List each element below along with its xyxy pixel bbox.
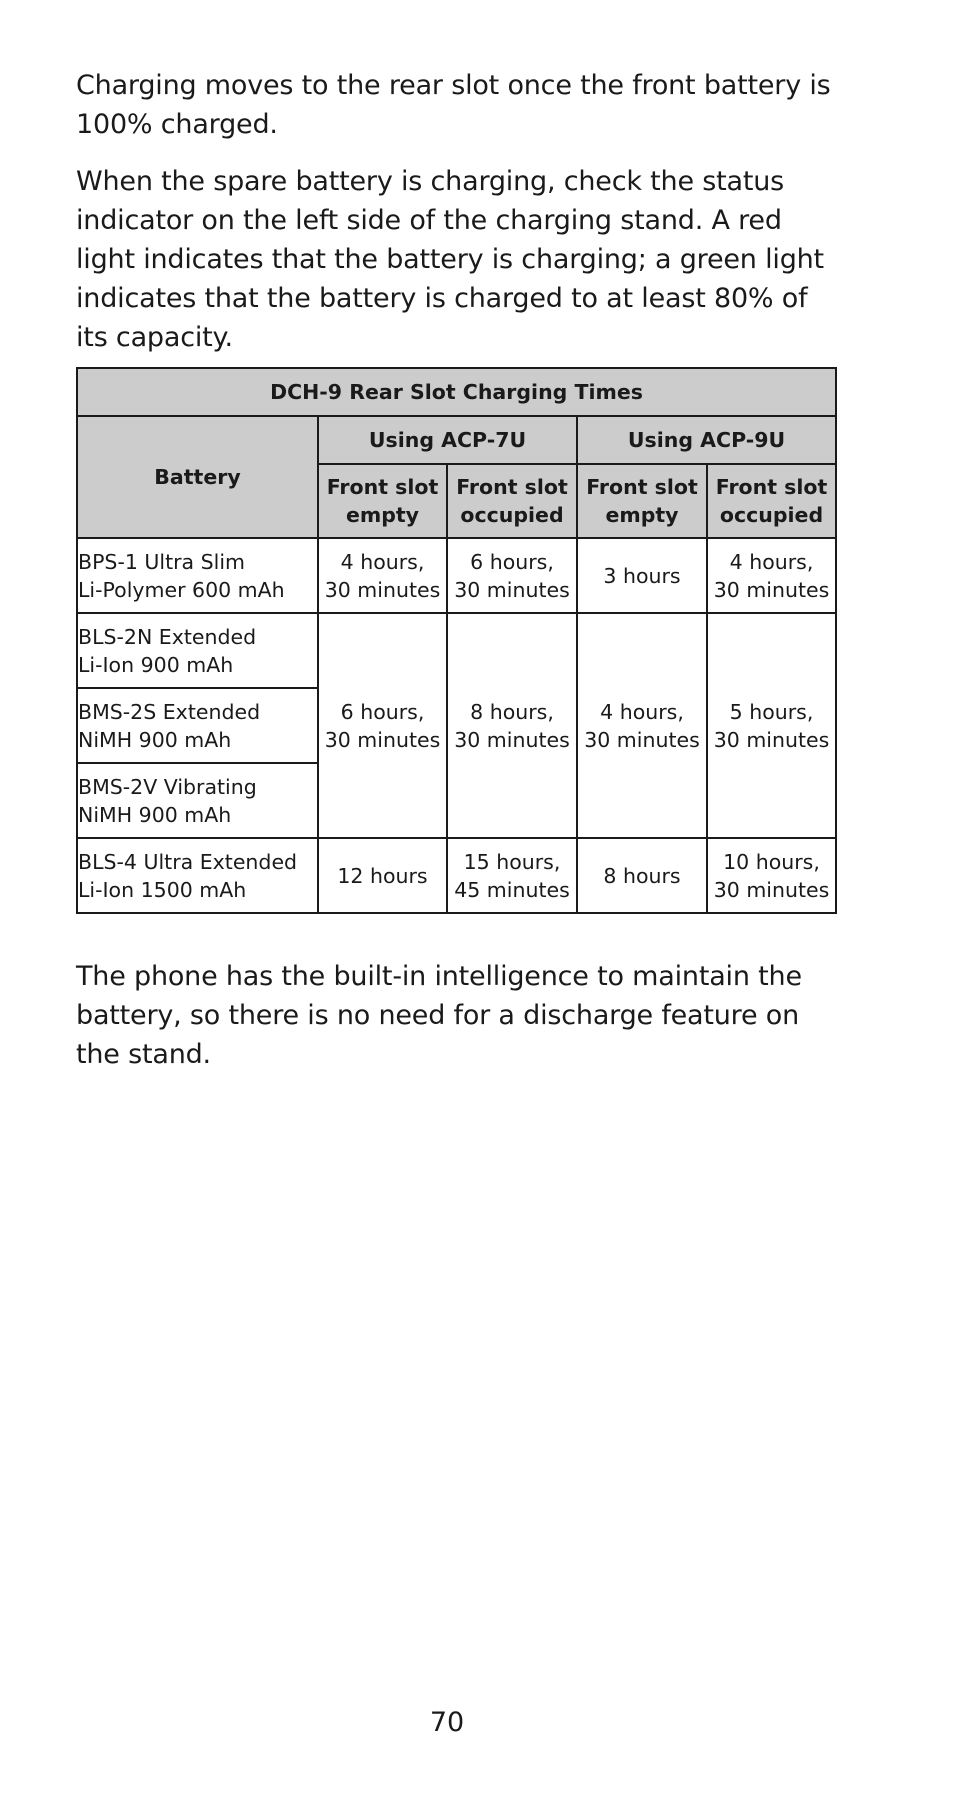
time-cell: 15 hours, 45 minutes bbox=[447, 838, 577, 913]
paragraph-charging-rear-slot: Charging moves to the rear slot once the front battery is 100% charged. bbox=[76, 70, 831, 140]
time-cell: 6 hours, 30 minutes bbox=[318, 613, 447, 838]
time-cell: 4 hours, 30 minutes bbox=[707, 538, 836, 613]
time-cell: 5 hours, 30 minutes bbox=[707, 613, 836, 838]
subheader-acp9u-occupied: Front slot occupied bbox=[707, 464, 836, 538]
time-cell: 10 hours, 30 minutes bbox=[707, 838, 836, 913]
time-cell: 4 hours, 30 minutes bbox=[577, 613, 707, 838]
group-header-acp-7u: Using ACP-7U bbox=[318, 416, 577, 464]
paragraph-built-in-intelligence: The phone has the built-in intelligence to maintain the battery, so there is no need for a discharge feature on the stand. bbox=[76, 961, 802, 1070]
battery-name-cell: BLS-2N Extended Li-Ion 900 mAh bbox=[77, 613, 318, 688]
time-cell: 3 hours bbox=[577, 538, 707, 613]
time-cell: 6 hours, 30 minutes bbox=[447, 538, 577, 613]
page-number: 70 bbox=[429, 1707, 465, 1738]
subheader-acp9u-empty: Front slot empty bbox=[577, 464, 707, 538]
table-row bbox=[77, 613, 836, 688]
paragraph-status-indicator: When the spare battery is charging, check the status indicator on the left side of the charging stand. A red light indicates that the battery is charging; a green light indicates that the battery is charged to at least 80% of its capacity. bbox=[76, 166, 824, 353]
battery-name-cell: BMS-2S Extended NiMH 900 mAh bbox=[77, 688, 318, 763]
time-cell: 4 hours, 30 minutes bbox=[318, 538, 447, 613]
subheader-acp7u-occupied: Front slot occupied bbox=[447, 464, 577, 538]
table-title: DCH-9 Rear Slot Charging Times bbox=[77, 368, 836, 416]
charging-times-table bbox=[76, 367, 837, 914]
subheader-acp7u-empty: Front slot empty bbox=[318, 464, 447, 538]
table-row bbox=[77, 838, 836, 913]
group-header-acp-9u: Using ACP-9U bbox=[577, 416, 836, 464]
time-cell: 8 hours, 30 minutes bbox=[447, 613, 577, 838]
table-row bbox=[77, 538, 836, 613]
battery-name-cell: BMS-2V Vibrating NiMH 900 mAh bbox=[77, 763, 318, 838]
battery-name-cell: BPS-1 Ultra Slim Li-Polymer 600 mAh bbox=[77, 538, 318, 613]
battery-name-cell: BLS-4 Ultra Extended Li-Ion 1500 mAh bbox=[77, 838, 318, 913]
time-cell: 12 hours bbox=[318, 838, 447, 913]
time-cell: 8 hours bbox=[577, 838, 707, 913]
battery-column-header: Battery bbox=[77, 416, 318, 538]
